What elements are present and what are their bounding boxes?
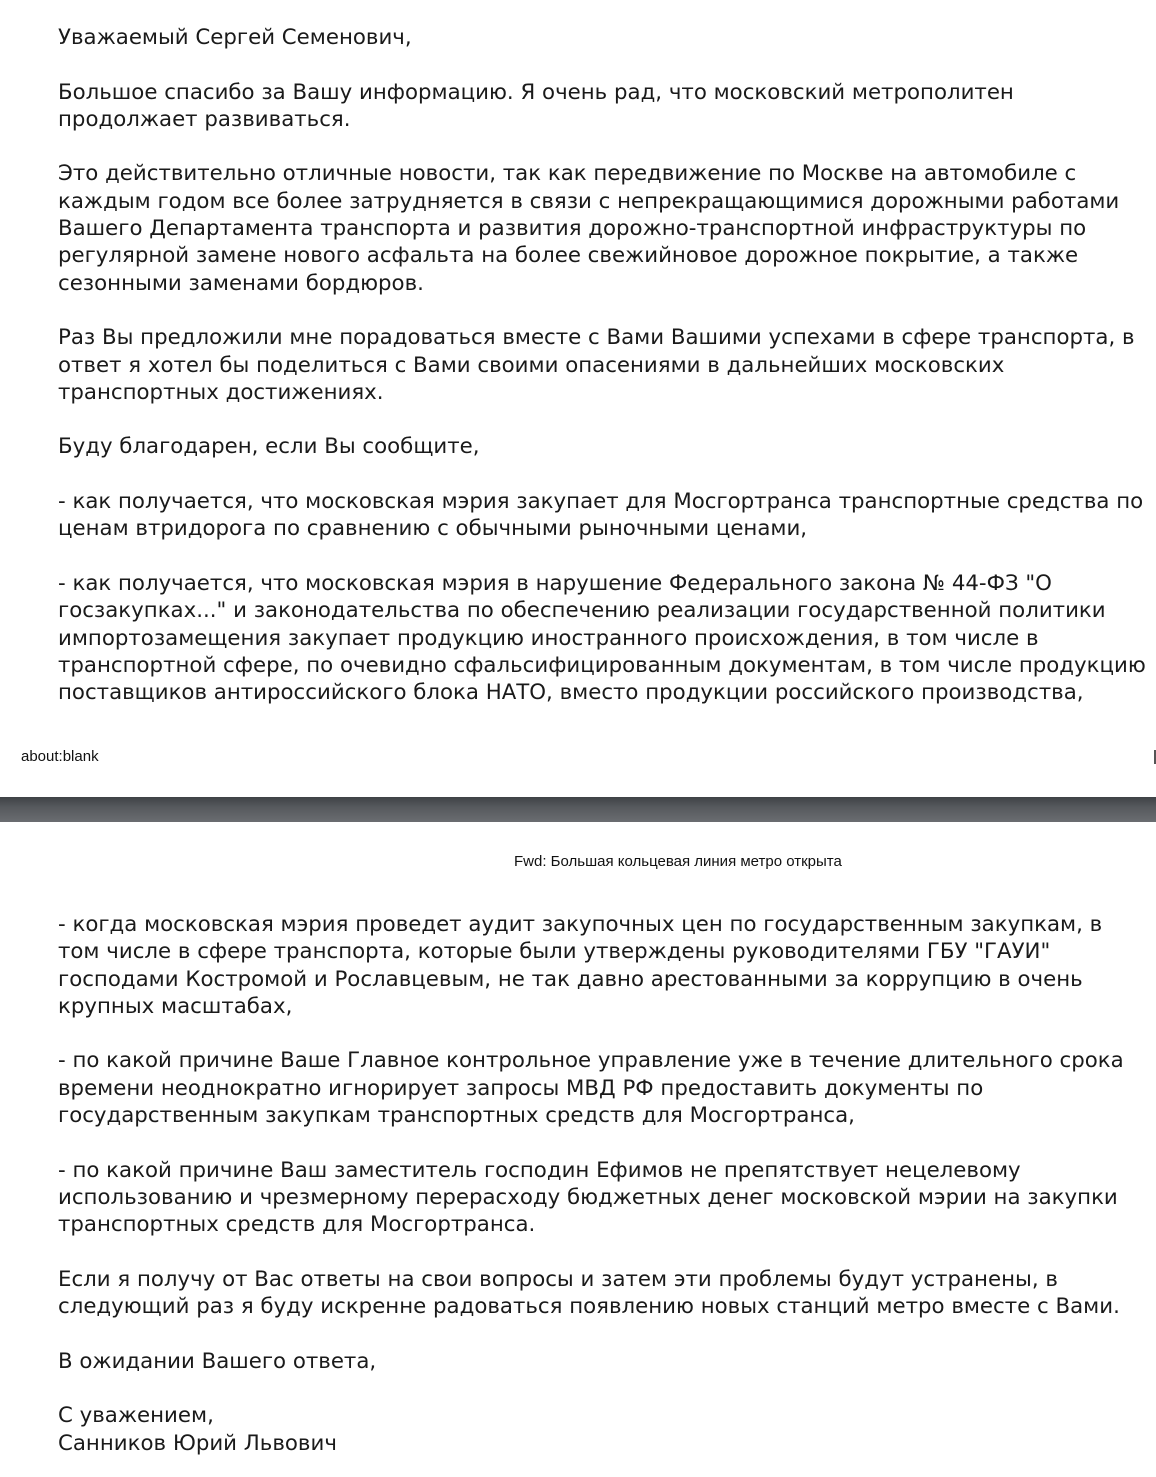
paragraph-good-news: Это действительно отличные новости, так как передвижение по Москве на автомобиле с каждым годом все более затрудняется в связи с непрекращающимися дорожными работами Вашего Департамента транспорта и развития дорожно-транспортной инфраструктуры по регулярной замене нового асфальта на более свежийновое дорожное покрытие, а также сезонными заменами бордюров. (58, 161, 1120, 296)
paragraph-request: Буду благодарен, если Вы сообщите, (58, 434, 480, 460)
closing: С уважением, (58, 1403, 214, 1429)
salutation: Уважаемый Сергей Семенович, (58, 25, 412, 50)
paragraph-awaiting: В ожидании Вашего ответа, (58, 1348, 377, 1374)
print-header-title: Fwd: Большая кольцевая линия метро открыта (514, 853, 842, 870)
paragraph-concerns-intro: Раз Вы предложили мне порадоваться вместе с Вами Вашими успехами в сфере транспорта, в ответ я хотел бы поделиться с Вами своими опасениями в дальнейших московских транспортных достижениях. (58, 325, 1135, 405)
letter-body-page-2 (58, 911, 1150, 1457)
question-control-department: - по какой причине Ваше Главное контрольное управление уже в течение длительного срока времени неоднократно игнорирует запросы МВД РФ предоставить документы по государственным закупкам транспортных средств для Мосгортранса, (58, 1048, 1124, 1129)
question-import: - как получается, что московская мэрия в нарушение Федерального закона № 44-ФЗ "О госзакупках..." и законодательства по обеспечению реализации государственной политики импортозамещения закупает продукцию иностранного происхождения, в том числе в транспортной сфере, по очевидно сфальсифицированным документам, в том числе продукцию поставщиков антироссийского блока НАТО, вместо продукции российского производства, (58, 570, 1146, 706)
signature: Санников Юрий Львович (58, 1430, 337, 1456)
question-audit: - когда московская мэрия проведет аудит закупочных цен по государственным закупкам, в том числе в сфере транспорта, которые были утверждены руководителями ГБУ "ГАУИ" господами Костромой и Рославцевым, не так давно арестованными за коррупцию в очень крупных масштабах, (58, 912, 1103, 1019)
question-prices: - как получается, что московская мэрия закупает для Мосгортранса транспортные средства по ценам втридорога по сравнению с обычными рыночными ценами, (58, 489, 1144, 542)
paragraph-thanks: Большое спасибо за Вашу информацию. Я очень рад, что московский метрополитен продолжает развиваться. (58, 79, 1014, 132)
letter-body-page-1 (58, 24, 1150, 734)
paragraph-conclusion: Если я получу от Вас ответы на свои вопросы и затем эти проблемы будут устранены, в следующий раз я буду искренне радоваться появлению новых станций метро вместе с Вами. (58, 1266, 1120, 1320)
page-separator (0, 797, 1156, 822)
print-footer-url: about:blank (21, 748, 99, 765)
question-deputy: - по какой причине Ваш заместитель господин Ефимов не препятствует нецелевому использованию и чрезмерному перерасходу бюджетных денег московской мэрии на закупки транспортных средств для Мосгортранса. (58, 1157, 1118, 1238)
